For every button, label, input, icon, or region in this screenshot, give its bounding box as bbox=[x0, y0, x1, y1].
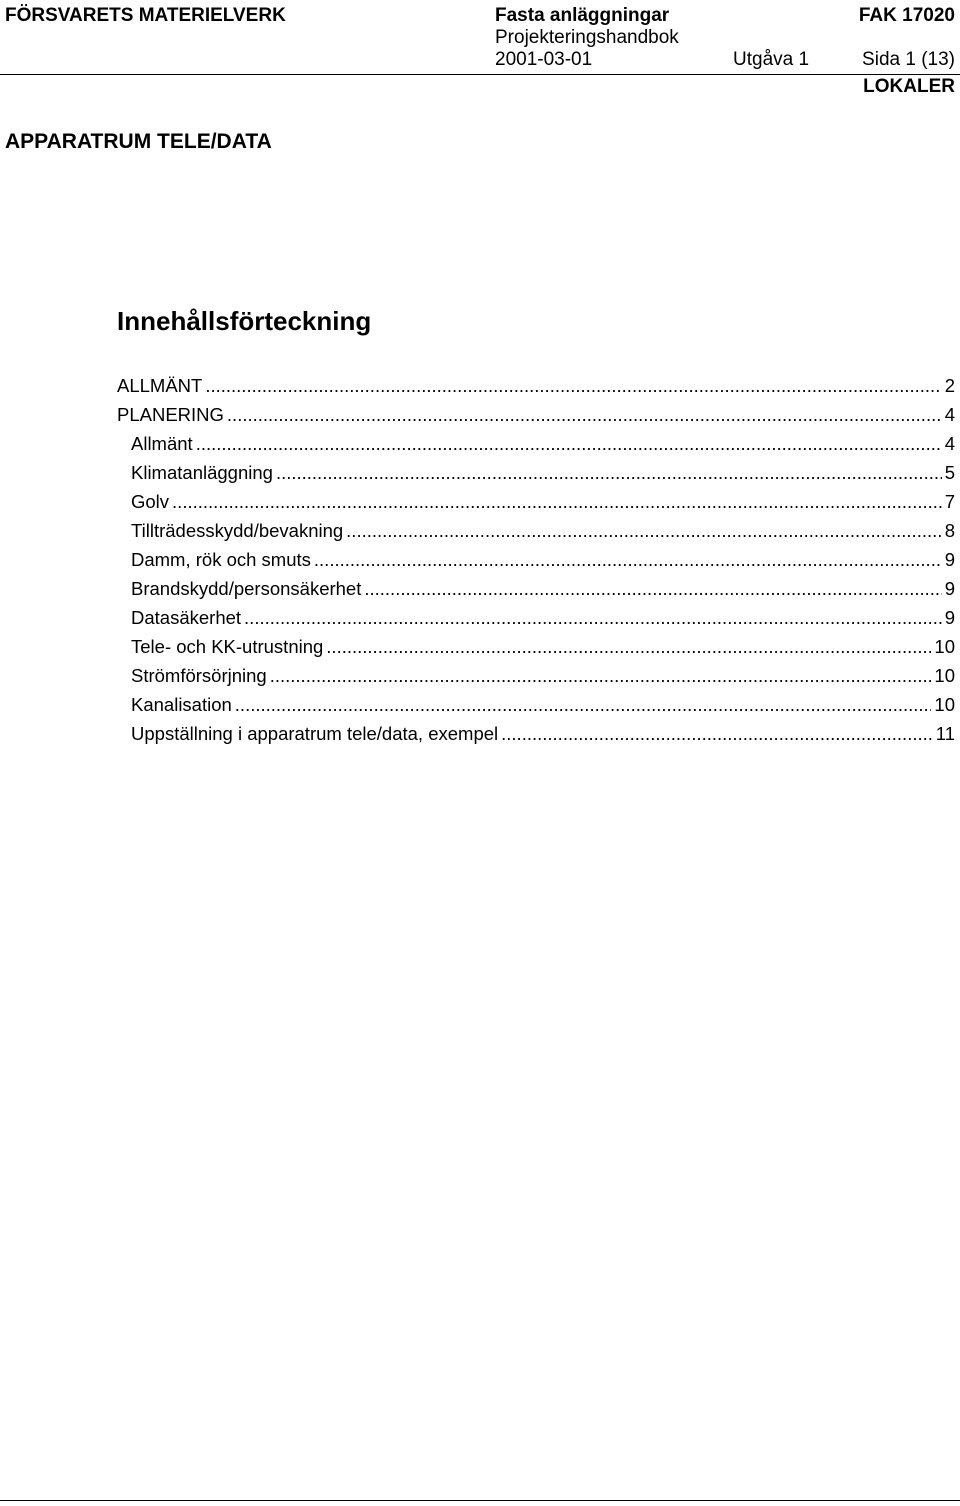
toc-entry-title: Damm, rök och smuts bbox=[131, 549, 311, 570]
toc-dot-leader bbox=[235, 694, 932, 716]
toc-entry-title: ALLMÄNT bbox=[117, 375, 203, 396]
toc-dot-leader bbox=[501, 723, 933, 745]
footer-divider bbox=[0, 1500, 960, 1501]
toc-entry-page: 10 bbox=[934, 665, 955, 686]
toc-entry-page: 9 bbox=[944, 607, 955, 628]
toc-entry-kanalisation[interactable] bbox=[131, 694, 955, 716]
toc-entry-allmant-main[interactable] bbox=[117, 375, 955, 397]
toc-entry-page: 10 bbox=[934, 636, 955, 657]
toc-entry-page: 2 bbox=[944, 375, 955, 396]
toc-entry-page: 5 bbox=[944, 462, 955, 483]
toc-entry-title: Allmänt bbox=[131, 433, 193, 454]
toc-entry-page: 11 bbox=[935, 723, 955, 744]
toc-entry-title: Kanalisation bbox=[131, 694, 232, 715]
toc-entry-title: Tillträdesskydd/bevakning bbox=[131, 520, 344, 541]
toc-entry-allmant[interactable] bbox=[131, 433, 955, 455]
toc-dot-leader bbox=[276, 462, 942, 484]
header-series: Fasta anläggningar bbox=[495, 5, 670, 26]
toc-dot-leader bbox=[326, 636, 931, 658]
document-title: APPARATRUM TELE/DATA bbox=[5, 130, 272, 153]
toc-dot-leader bbox=[364, 578, 941, 600]
toc-entry-page: 9 bbox=[944, 549, 955, 570]
toc-entry-page: 9 bbox=[944, 578, 955, 599]
header-organization: FÖRSVARETS MATERIELVERK bbox=[5, 5, 286, 26]
toc-entry-title: Klimatanläggning bbox=[131, 462, 273, 483]
header-section: LOKALER bbox=[863, 76, 955, 97]
toc-entry-title: Brandskydd/personsäkerhet bbox=[131, 578, 362, 599]
toc-entry-title: Tele- och KK-utrustning bbox=[131, 636, 324, 657]
toc-entry-page: 4 bbox=[944, 404, 955, 425]
header-date: 2001-03-01 bbox=[495, 49, 593, 70]
toc-entry-title: Uppställning i apparatrum tele/data, exempel bbox=[131, 723, 499, 744]
toc-heading: Innehållsförteckning bbox=[117, 306, 372, 336]
toc-entry-title: Strömförsörjning bbox=[131, 665, 267, 686]
toc-entry-page: 4 bbox=[944, 433, 955, 454]
toc-entry-title: Datasäkerhet bbox=[131, 607, 242, 628]
toc-entry-tilltradesskydd[interactable] bbox=[131, 520, 955, 542]
toc-entry-brandskydd[interactable] bbox=[131, 578, 955, 600]
header-edition: Utgåva 1 bbox=[733, 49, 810, 70]
toc-dot-leader bbox=[244, 607, 942, 629]
toc-entry-planering[interactable] bbox=[117, 404, 955, 426]
header-subseries: Projekteringshandbok bbox=[495, 27, 679, 48]
toc-dot-leader bbox=[346, 520, 942, 542]
toc-dot-leader bbox=[172, 491, 942, 513]
toc-entry-page: 7 bbox=[944, 491, 955, 512]
toc-entry-page: 8 bbox=[944, 520, 955, 541]
toc-entry-klimatanlaggning[interactable] bbox=[131, 462, 955, 484]
toc-dot-leader bbox=[227, 404, 942, 426]
toc-entry-golv[interactable] bbox=[131, 491, 955, 513]
toc-entry-page: 10 bbox=[934, 694, 955, 715]
toc-entry-tele-kk-utrustning[interactable] bbox=[131, 636, 955, 658]
toc-entry-uppstallning[interactable] bbox=[131, 723, 955, 745]
toc-entry-damm-rok-smuts[interactable] bbox=[131, 549, 955, 571]
toc-dot-leader bbox=[270, 665, 932, 687]
toc-entry-title: Golv bbox=[131, 491, 170, 512]
toc-dot-leader bbox=[196, 433, 942, 455]
toc-dot-leader bbox=[205, 375, 941, 397]
toc-entry-stromforsorjning[interactable] bbox=[131, 665, 955, 687]
toc-entry-datasakerhet[interactable] bbox=[131, 607, 955, 629]
header-doc-code: FAK 17020 bbox=[858, 5, 955, 26]
header-divider bbox=[0, 74, 960, 75]
toc-dot-leader bbox=[314, 549, 942, 571]
toc-entry-title: PLANERING bbox=[117, 404, 224, 425]
header-page-number: Sida 1 (13) bbox=[862, 49, 955, 70]
